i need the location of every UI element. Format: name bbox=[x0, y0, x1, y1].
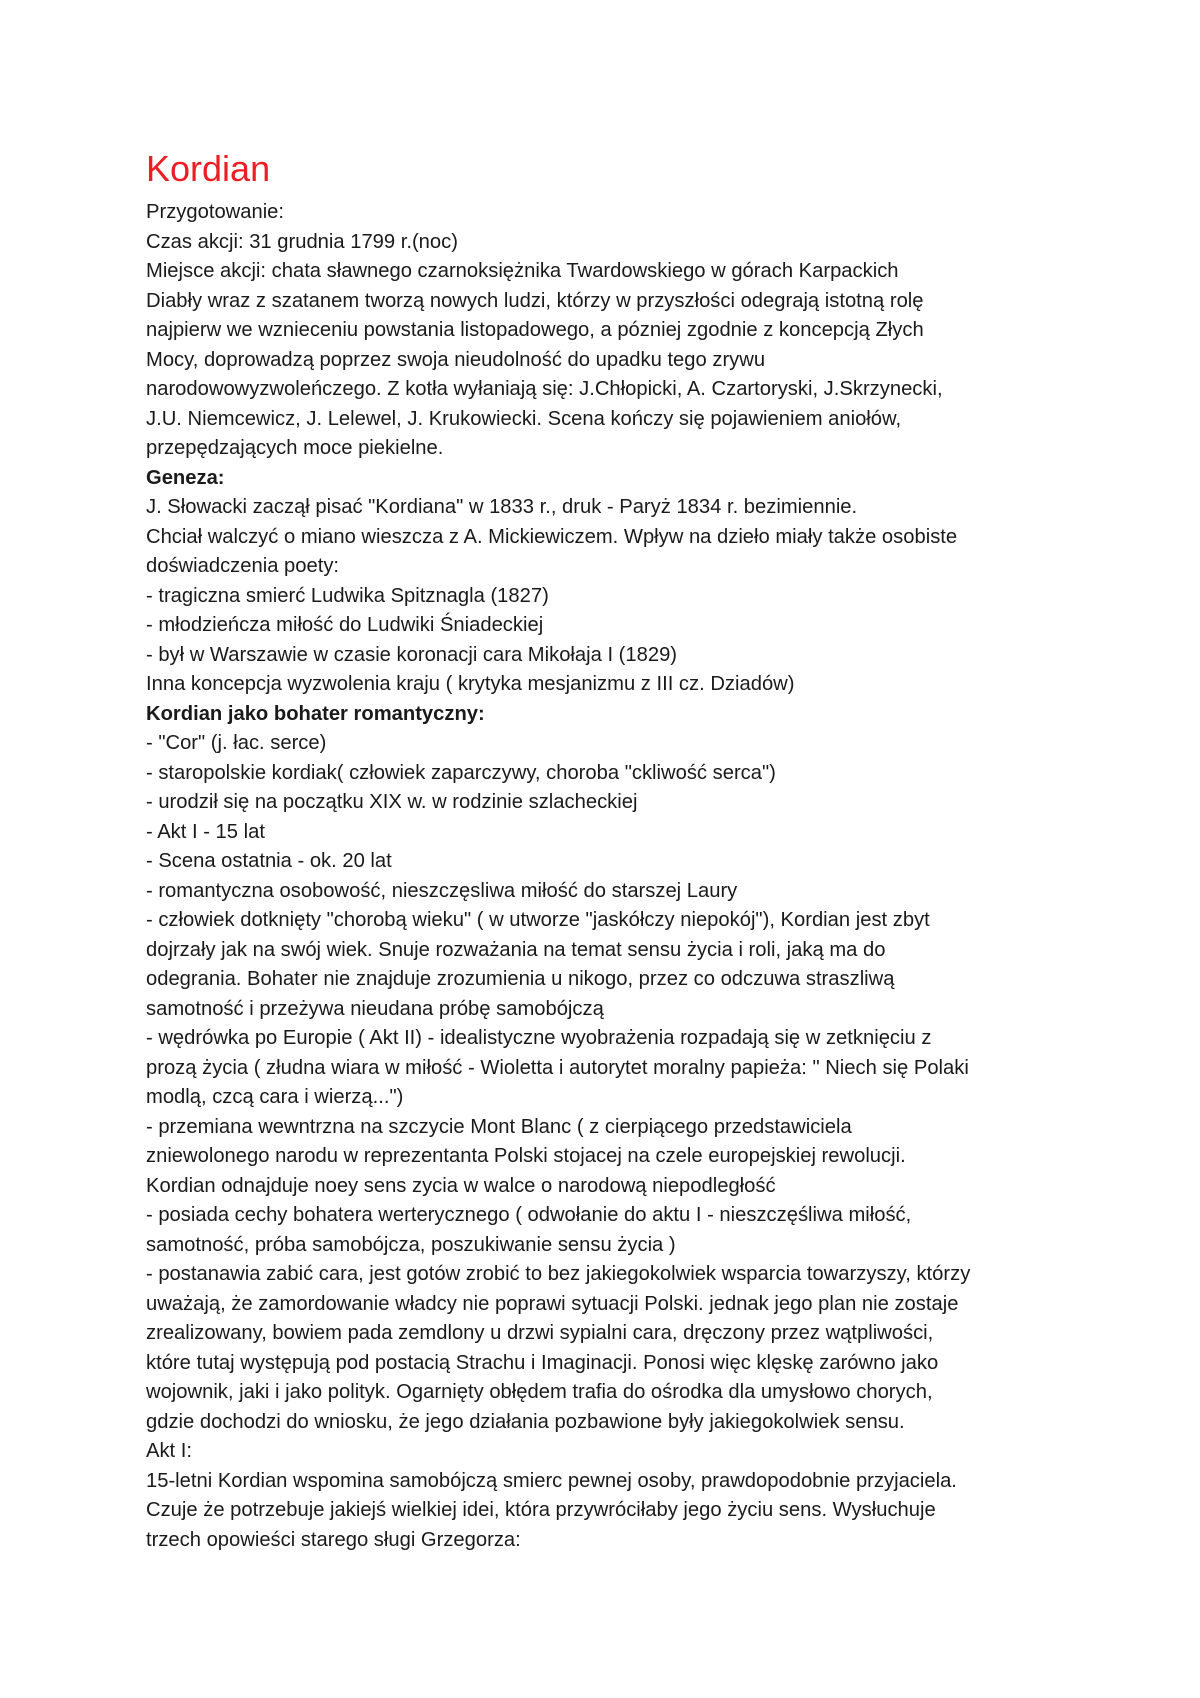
text-line: - młodzieńcza miłość do Ludwiki Śniadeckiej bbox=[146, 614, 544, 636]
text-line: - "Cor" (j. łac. serce) bbox=[146, 732, 327, 754]
document-body bbox=[146, 198, 1086, 1555]
text-line: - wędrówka po Europie ( Akt II) - idealistyczne wyobrażenia rozpadają się w zetknięciu z bbox=[146, 1027, 932, 1049]
text-line: doświadczenia poety: bbox=[146, 555, 340, 577]
text-line: - Scena ostatnia - ok. 20 lat bbox=[146, 850, 392, 872]
text-line: narodowowyzwoleńczego. Z kotła wyłaniają się: J.Chłopicki, A. Czartoryski, J.Skrzynecki, bbox=[146, 378, 943, 400]
text-line: - posiada cechy bohatera werterycznego ( odwołanie do aktu I - nieszczęśliwa miłość, bbox=[146, 1204, 912, 1226]
text-line: modlą, czcą cara i wierzą...") bbox=[146, 1086, 404, 1108]
text-line: - postanawia zabić cara, jest gotów zrobić to bez jakiegokolwiek wsparcia towarzyszy, którzy bbox=[146, 1263, 971, 1285]
text-line: J.U. Niemcewicz, J. Lelewel, J. Krukowiecki. Scena kończy się pojawieniem aniołów, bbox=[146, 407, 902, 430]
text-line: - urodził się na początku XIX w. w rodzinie szlacheckiej bbox=[146, 791, 638, 813]
section-heading: Kordian jako bohater romantyczny: bbox=[146, 702, 485, 725]
document-title: Kordian bbox=[146, 148, 271, 189]
document-page bbox=[146, 142, 1086, 1555]
text-line: wojownik, jaki i jako polityk. Ogarnięty obłędem trafia do ośrodka dla umysłowo chorych, bbox=[146, 1381, 933, 1403]
text-line: - przemiana wewntrzna na szczycie Mont Blanc ( z cierpiącego przedstawiciela bbox=[146, 1115, 852, 1138]
text-line: Czas akcji: 31 grudnia 1799 r.(noc) bbox=[146, 230, 458, 253]
text-line: - tragiczna smierć Ludwika Spitznagla (1827) bbox=[146, 584, 549, 607]
text-line: które tutaj występują pod postacią Strachu i Imaginacji. Ponosi więc klęskę zarówno jako bbox=[146, 1351, 939, 1374]
text-line: samotność i przeżywa nieudana próbę samobójczą bbox=[146, 997, 604, 1020]
text-line: gdzie dochodzi do wniosku, że jego działania pozbawione były jakiegokolwiek sensu. bbox=[146, 1410, 905, 1433]
text-line: - romantyczna osobowość, nieszczęsliwa miłość do starszej Laury bbox=[146, 879, 738, 902]
text-line: Czuje że potrzebuje jakiejś wielkiej idei, która przywróciłaby jego życiu sens. Wysłuchuje bbox=[146, 1499, 936, 1521]
text-line: Kordian odnajduje noey sens zycia w walce o narodową niepodległość bbox=[146, 1174, 776, 1197]
text-line: prozą życia ( złudna wiara w miłość - Wioletta i autorytet moralny papieża: " Niech się Polaki bbox=[146, 1056, 969, 1079]
text-line: przepędzających moce piekielne. bbox=[146, 437, 444, 459]
text-line: Miejsce akcji: chata sławnego czarnoksiężnika Twardowskiego w górach Karpackich bbox=[146, 260, 899, 282]
text-line: trzech opowieści starego sługi Grzegorza: bbox=[146, 1528, 521, 1551]
text-line: - był w Warszawie w czasie koronacji cara Mikołaja I (1829) bbox=[146, 643, 678, 666]
text-line: uważają, że zamordowanie władcy nie poprawi sytuacji Polski. jednak jego plan nie zostaje bbox=[146, 1292, 959, 1315]
text-line: zrealizowany, bowiem pada zemdlony u drzwi sypialni cara, dręczony przez wątpliwości, bbox=[146, 1322, 934, 1344]
text-line: - Akt I - 15 lat bbox=[146, 820, 265, 843]
text-line: najpierw we wznieceniu powstania listopadowego, a pózniej zgodnie z koncepcją Złych bbox=[146, 319, 924, 341]
text-line: Inna koncepcja wyzwolenia kraju ( krytyka mesjanizmu z III cz. Dziadów) bbox=[146, 673, 795, 695]
text-line: - człowiek dotknięty "chorobą wieku" ( w utworze "jaskółczy niepokój"), Kordian jest zbyt bbox=[146, 909, 930, 931]
text-line: Chciał walczyć o miano wieszcza z A. Mickiewiczem. Wpływ na dzieło miały także osobiste bbox=[146, 525, 958, 548]
text-line: dojrzały jak na swój wiek. Snuje rozważania na temat sensu życia i roli, jaką ma do bbox=[146, 938, 886, 961]
text-line: samotność, próba samobójcza, poszukiwanie sensu życia ) bbox=[146, 1233, 676, 1256]
text-line: Przygotowanie: bbox=[146, 201, 285, 223]
text-line: Akt I: bbox=[146, 1440, 192, 1462]
text-line: 15-letni Kordian wspomina samobójczą smierc pewnej osoby, prawdopodobnie przyjaciela. bbox=[146, 1469, 957, 1492]
text-line: J. Słowacki zaczął pisać "Kordiana" w 1833 r., druk - Paryż 1834 r. bezimiennie. bbox=[146, 496, 858, 518]
text-line: Diabły wraz z szatanem tworzą nowych ludzi, którzy w przyszłości odegrają istotną rolę bbox=[146, 289, 924, 312]
text-line: - staropolskie kordiak( człowiek zaparczywy, choroba "ckliwość serca") bbox=[146, 761, 776, 784]
text-line: odegrania. Bohater nie znajduje zrozumienia u nikogo, przez co odczuwa straszliwą bbox=[146, 968, 895, 990]
section-heading: Geneza: bbox=[146, 466, 225, 489]
text-line: Mocy, doprowadzą poprzez swoja nieudolność do upadku tego zrywu bbox=[146, 348, 766, 371]
text-line: zniewolonego narodu w reprezentanta Polski stojacej na czele europejskiej rewolucji. bbox=[146, 1145, 906, 1167]
